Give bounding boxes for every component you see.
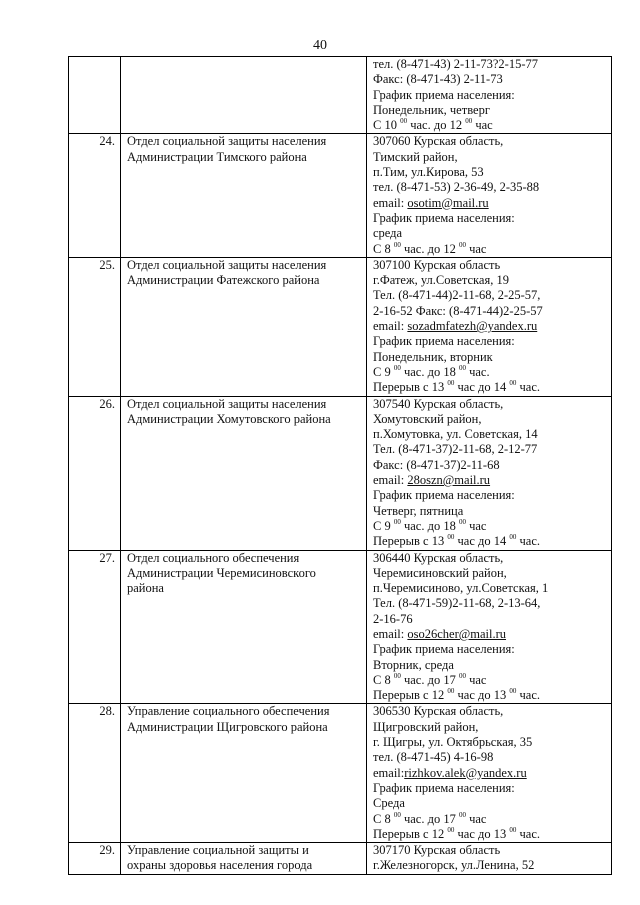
contact-line: График приема населения: <box>373 642 515 657</box>
table-row <box>69 134 612 257</box>
contact-details <box>367 134 612 257</box>
contact-line: Среда <box>373 796 405 811</box>
contact-line: Факс: (8-471-37)2-11-68 <box>373 457 500 472</box>
table-row <box>69 550 612 704</box>
contact-line: Щигровский район, <box>373 719 479 734</box>
contact-details <box>367 550 612 704</box>
table-row <box>69 57 612 134</box>
contact-line: Хомутовский район, <box>373 411 482 426</box>
row-number: 25. <box>69 257 121 396</box>
row-number: 28. <box>69 704 121 843</box>
contact-line: Тел. (8-471-59)2-11-68, 2-13-64, <box>373 596 541 611</box>
row-number: 29. <box>69 843 121 875</box>
contact-line: тел. (8-471-45) 4-16-98 <box>373 750 494 765</box>
contact-line: Тел. (8-471-44)2-11-68, 2-25-57, <box>373 288 541 303</box>
organization-name <box>121 550 367 704</box>
organization-name-line: Отдел социального обеспечения <box>127 550 300 565</box>
organization-name-line: Управление социальной защиты и <box>127 843 309 858</box>
organization-name-line: Отдел социальной защиты населения <box>127 134 327 149</box>
contact-details <box>367 396 612 550</box>
contact-line: Понедельник, четверг <box>373 102 490 117</box>
organization-name <box>121 57 367 134</box>
contact-line: C 8 $^{00}$ час. до 17 $^{00}$ час <box>373 671 487 687</box>
contact-line: 307170 Курская область <box>373 843 501 858</box>
contact-line: Перерыв с 12 $^{00}$ час до 13 $^{00}$ час. <box>373 687 540 703</box>
organization-name-line: Администрации Черемисиновского <box>127 565 316 580</box>
organization-name <box>121 134 367 257</box>
organization-name-line: Отдел социальной защиты населения <box>127 396 327 411</box>
email-line: email: osotim@mail.ru <box>373 195 489 210</box>
contact-line: 2-16-52 Факс: (8-471-44)2-25-57 <box>373 303 543 318</box>
contact-details <box>367 57 612 134</box>
organization-name-line: Управление социального обеспечения <box>127 704 330 719</box>
organization-name-line: Отдел социальной защиты населения <box>127 257 327 272</box>
contact-line: среда <box>373 226 403 241</box>
contact-line: п.Тим, ул.Кирова, 53 <box>373 165 484 180</box>
contact-line: 307100 Курская область <box>373 257 501 272</box>
organization-name-line: Администрации Хомутовского района <box>127 411 331 426</box>
contact-line: Факс: (8-471-43) 2-11-73 <box>373 72 503 87</box>
contact-line: 306530 Курская область, <box>373 704 504 719</box>
contact-line: 307540 Курская область, <box>373 396 504 411</box>
table-row <box>69 396 612 550</box>
email-line: email: oso26cher@mail.ru <box>373 626 507 641</box>
email-line: email: 28oszn@mail.ru <box>373 473 491 488</box>
contact-line: Тел. (8-471-37)2-11-68, 2-12-77 <box>373 442 538 457</box>
contact-details <box>367 704 612 843</box>
organization-name <box>121 257 367 396</box>
contact-line: 2-16-76 <box>373 611 413 626</box>
contact-line: График приема населения: <box>373 488 515 503</box>
row-number: 27. <box>69 550 121 704</box>
contact-line: Перерыв с 12 $^{00}$ час до 13 $^{00}$ час. <box>373 825 540 841</box>
row-number: 24. <box>69 134 121 257</box>
table-row <box>69 843 612 875</box>
contact-line: г.Железногорск, ул.Ленина, 52 <box>373 858 535 873</box>
contact-line: C 10 $^{00}$ час. до 12 $^{00}$ час <box>373 117 493 133</box>
table-row <box>69 704 612 843</box>
email-link[interactable]: osotim@mail.ru <box>407 195 489 210</box>
email-line: email:rizhkov.alek@yandex.ru <box>373 765 527 780</box>
contact-line: Перерыв с 13 $^{00}$ час до 14 $^{00}$ час. <box>373 533 540 549</box>
email-link[interactable]: 28oszn@mail.ru <box>407 473 491 488</box>
contact-line: 307060 Курская область, <box>373 134 504 149</box>
contact-line: C 8 $^{00}$ час. до 12 $^{00}$ час <box>373 240 487 256</box>
organization-name-line: района <box>127 581 164 596</box>
contact-line: График приема населения: <box>373 334 515 349</box>
contact-line: тел. (8-471-43) 2-11-73?2-15-77 <box>373 57 539 71</box>
contact-line: C 9 $^{00}$ час. до 18 $^{00}$ час. <box>373 363 490 379</box>
row-number <box>69 57 121 134</box>
contact-line: График приема населения: <box>373 780 515 795</box>
email-line: email: sozadmfatezh@yandex.ru <box>373 319 538 334</box>
contact-line: Черемисиновский район, <box>373 565 507 580</box>
row-number: 26. <box>69 396 121 550</box>
contact-details <box>367 843 612 875</box>
organization-name <box>121 396 367 550</box>
contact-line: г. Щигры, ул. Октябрьская, 35 <box>373 735 533 750</box>
page-number: 40 <box>313 38 327 53</box>
organization-name-line: охраны здоровья населения города <box>127 858 313 873</box>
contact-line: Понедельник, вторник <box>373 349 493 364</box>
contact-details <box>367 257 612 396</box>
contact-line: тел. (8-471-53) 2-36-49, 2-35-88 <box>373 180 540 195</box>
email-link[interactable]: sozadmfatezh@yandex.ru <box>407 319 538 334</box>
organization-name-line: Администрации Фатежского района <box>127 273 320 288</box>
contact-line: Четверг, пятница <box>373 503 464 518</box>
contact-line: C 8 $^{00}$ час. до 17 $^{00}$ час <box>373 810 487 826</box>
contact-line: г.Фатеж, ул.Советская, 19 <box>373 273 509 288</box>
email-link[interactable]: rizhkov.alek@yandex.ru <box>404 765 527 780</box>
contact-line: C 9 $^{00}$ час. до 18 $^{00}$ час <box>373 517 487 533</box>
contact-line: График приема населения: <box>373 210 515 225</box>
email-link[interactable]: oso26cher@mail.ru <box>407 626 507 641</box>
contact-line: 306440 Курская область, <box>373 550 504 565</box>
organization-name-line: Администрации Тимского района <box>127 149 307 164</box>
contact-line: Тимский район, <box>373 149 458 164</box>
social-protection-directory-table <box>68 56 612 875</box>
contact-line: График приема населения: <box>373 87 515 102</box>
organization-name <box>121 843 367 875</box>
contact-line: п.Черемисиново, ул.Советская, 1 <box>373 581 549 596</box>
table-row <box>69 257 612 396</box>
contact-line: Перерыв с 13 $^{00}$ час до 14 $^{00}$ час. <box>373 379 540 395</box>
contact-line: п.Хомутовка, ул. Советская, 14 <box>373 427 538 442</box>
contact-line: Вторник, среда <box>373 657 454 672</box>
organization-name <box>121 704 367 843</box>
directory-rows <box>69 57 612 875</box>
organization-name-line: Администрации Щигровского района <box>127 719 328 734</box>
